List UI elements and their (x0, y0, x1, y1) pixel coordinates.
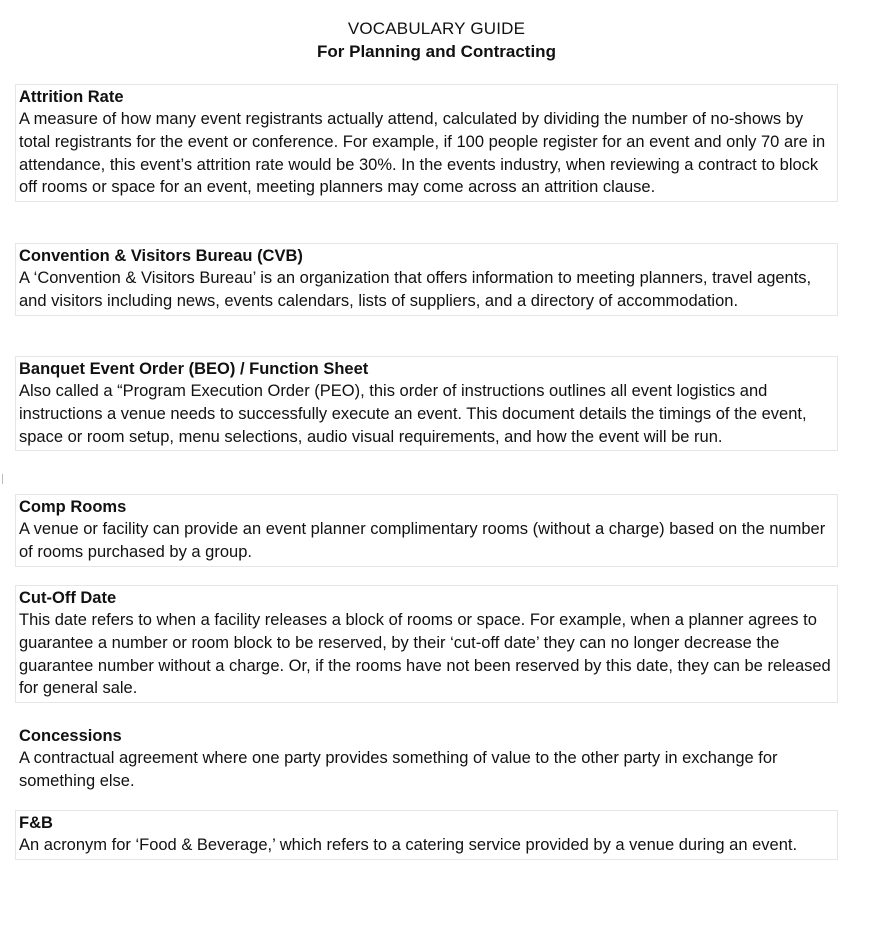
document-subtitle: For Planning and Contracting (317, 42, 556, 61)
vocab-definition: A venue or facility can provide an event planner complimentary rooms (without a charge) based on the number of rooms purchased by a group. (19, 520, 826, 561)
vocab-term: Banquet Event Order (BEO) / Function Sheet (19, 360, 369, 378)
vocab-entry-attrition-rate (15, 84, 838, 202)
vocab-term: Cut-Off Date (19, 589, 117, 607)
vocab-term: Comp Rooms (19, 498, 127, 516)
vocab-definition: A contractual agreement where one party provides something of value to the other party in exchange for something else. (19, 749, 778, 790)
vocab-term: Convention & Visitors Bureau (CVB) (19, 247, 303, 265)
vocab-entry-concessions (15, 723, 838, 796)
vocab-definition: An acronym for ‘Food & Beverage,’ which refers to a catering service provided by a venue during an event. (19, 836, 798, 854)
vocab-entry-comp-rooms (15, 494, 838, 567)
vocab-term: F&B (19, 814, 53, 832)
vocab-entry-beo (15, 356, 838, 451)
vocab-entry-f-and-b (15, 810, 838, 860)
vocab-definition: A measure of how many event registrants actually attend, calculated by dividing the number of no-shows by total registrants for the event or conference. For example, if 100 people register for an event and only 70 are in attendance, this event’s attrition rate would be 30%. In the events industry, when reviewing a contract to block off rooms or space for an event, meeting planners may come across an attrition clause. (19, 110, 826, 197)
vocab-term: Attrition Rate (19, 88, 124, 106)
vocab-definition: This date refers to when a facility releases a block of rooms or space. For example, when a planner agrees to guarantee a number or room block to be reserved, by their ‘cut-off date’ they can no longer decrease the guarantee number without a charge. Or, if the rooms have not been reserved by this date, they can be released for general sale. (19, 611, 831, 698)
document-title: VOCABULARY GUIDE (347, 19, 526, 38)
vocab-definition: A ‘Convention & Visitors Bureau’ is an organization that offers information to meeting planners, travel agents, and visitors including news, events calendars, lists of suppliers, and a directory of accommodation. (19, 269, 812, 310)
vocab-entry-cut-off-date (15, 585, 838, 703)
vocab-definition: Also called a “Program Execution Order (PEO), this order of instructions outlines all event logistics and instructions a venue needs to successfully execute an event. This document details the timings of the event, space or room setup, menu selections, audio visual requirements, and how the event will be run. (19, 382, 807, 446)
vocab-entry-cvb (15, 243, 838, 316)
document-header (0, 18, 873, 63)
vocab-term: Concessions (19, 727, 122, 745)
margin-mark (0, 474, 3, 484)
